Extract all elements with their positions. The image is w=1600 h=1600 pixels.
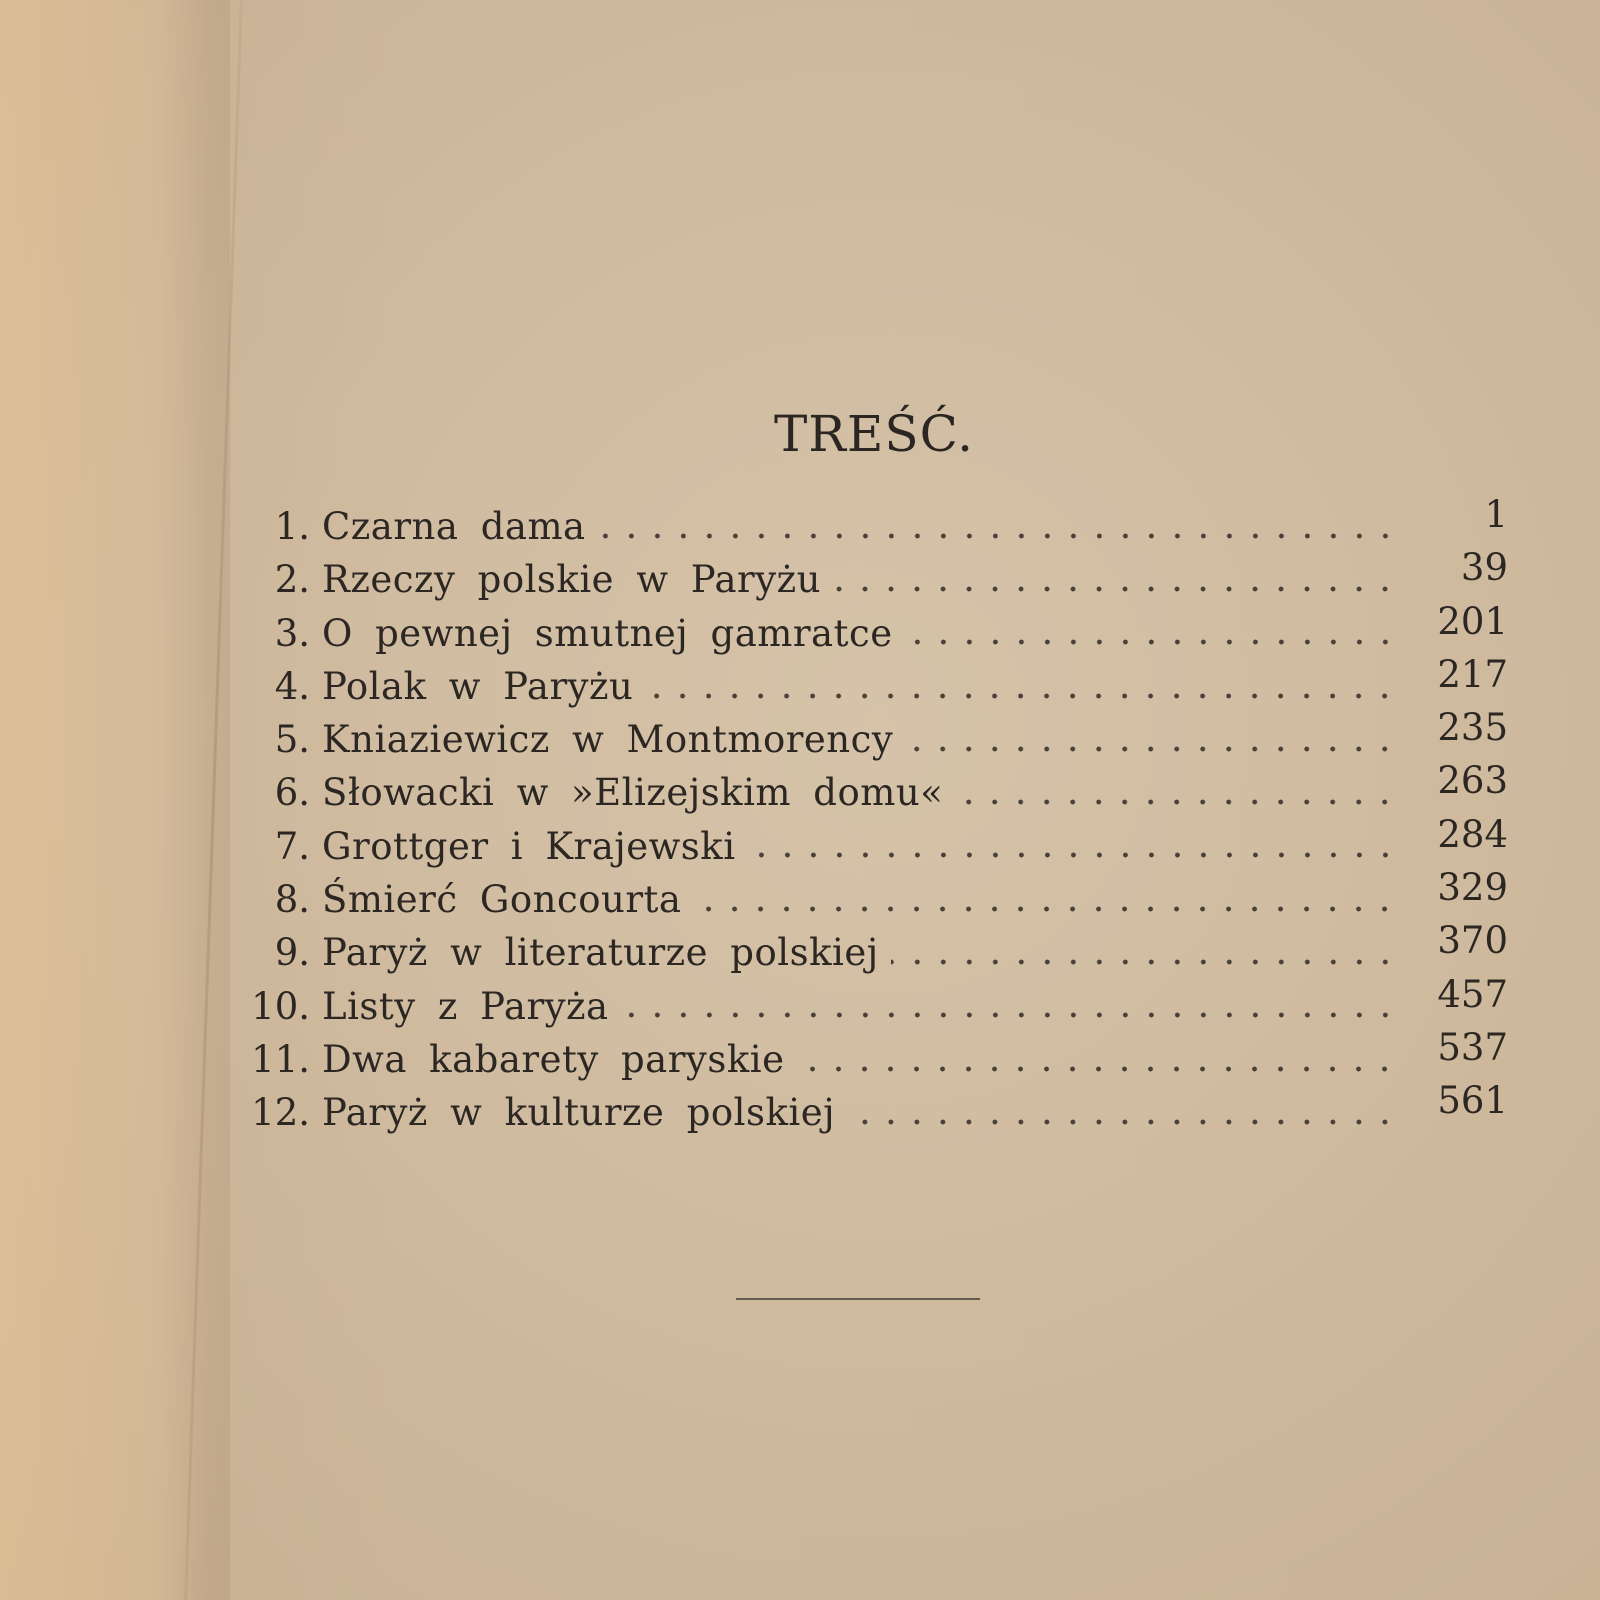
toc-page-number: 1 (1484, 493, 1508, 536)
toc-number: 12. (251, 1091, 310, 1135)
toc-row (248, 759, 1508, 819)
toc-number: 3. (274, 611, 310, 655)
toc-page-number: 537 (1437, 1025, 1508, 1069)
toc-title: Rzeczy polskie w Paryżu (322, 558, 821, 602)
toc-number: 4. (274, 664, 310, 708)
page-title: TREŚĆ. (773, 405, 975, 463)
toc-title: Paryż w literaturze polskiej (322, 931, 879, 975)
toc-row (248, 972, 1508, 1033)
toc-page-number: 329 (1437, 866, 1508, 910)
toc-row (248, 599, 1508, 660)
toc-title: Paryż w kulturze polskiej (322, 1091, 836, 1135)
toc-number: 11. (251, 1037, 310, 1081)
toc-title: Śmierć Goncourta (322, 878, 682, 922)
toc-title: Polak w Paryżu (322, 664, 634, 708)
table-of-contents (248, 493, 1508, 1140)
toc-title: O pewnej smutnej gamratce (322, 611, 893, 655)
toc-row (248, 919, 1508, 979)
toc-row (248, 812, 1508, 873)
toc-title: Listy z Paryża (322, 984, 609, 1028)
toc-row (248, 493, 1508, 553)
toc-number: 1. (274, 505, 310, 548)
dot-leader (833, 585, 1398, 593)
toc-title: Kniaziewicz w Montmorency (322, 718, 894, 762)
end-divider-rule (736, 1298, 980, 1300)
toc-row (248, 866, 1508, 926)
toc-row (248, 652, 1508, 713)
toc-number: 6. (274, 771, 310, 815)
dot-leader (621, 1011, 1398, 1019)
toc-title: Grottger i Krajewski (322, 824, 736, 868)
dot-leader (847, 1118, 1398, 1126)
toc-page-number: 39 (1460, 546, 1508, 590)
dot-leader (645, 692, 1398, 700)
dot-leader (905, 638, 1398, 646)
toc-title: Słowacki w »Elizejskim domu« (322, 771, 944, 815)
toc-number: 9. (274, 931, 310, 975)
toc-number: 2. (274, 558, 310, 602)
toc-row (248, 706, 1508, 766)
toc-page-number: 201 (1437, 599, 1508, 643)
dot-leader (796, 1065, 1398, 1073)
toc-page-number: 370 (1437, 919, 1508, 963)
dot-leader (955, 798, 1398, 806)
dot-leader (891, 958, 1398, 966)
toc-row (248, 1025, 1508, 1086)
dot-leader (905, 745, 1398, 753)
toc-page-number: 284 (1437, 812, 1508, 856)
toc-row (248, 1079, 1508, 1139)
toc-number: 7. (274, 824, 310, 868)
toc-number: 5. (274, 718, 310, 762)
toc-number: 10. (251, 984, 310, 1028)
dot-leader (748, 851, 1398, 859)
page-gutter (184, 0, 243, 1600)
toc-row (248, 546, 1508, 606)
dot-leader (598, 532, 1398, 540)
dot-leader (693, 905, 1398, 913)
toc-number: 8. (274, 878, 310, 922)
toc-page-number: 217 (1437, 652, 1508, 696)
toc-page-number: 561 (1437, 1079, 1508, 1123)
toc-title: Dwa kabarety paryskie (322, 1037, 785, 1081)
toc-page-number: 263 (1437, 759, 1508, 803)
toc-page-number: 235 (1437, 706, 1508, 750)
toc-title: Czarna dama (322, 505, 586, 548)
toc-page-number: 457 (1437, 972, 1508, 1016)
